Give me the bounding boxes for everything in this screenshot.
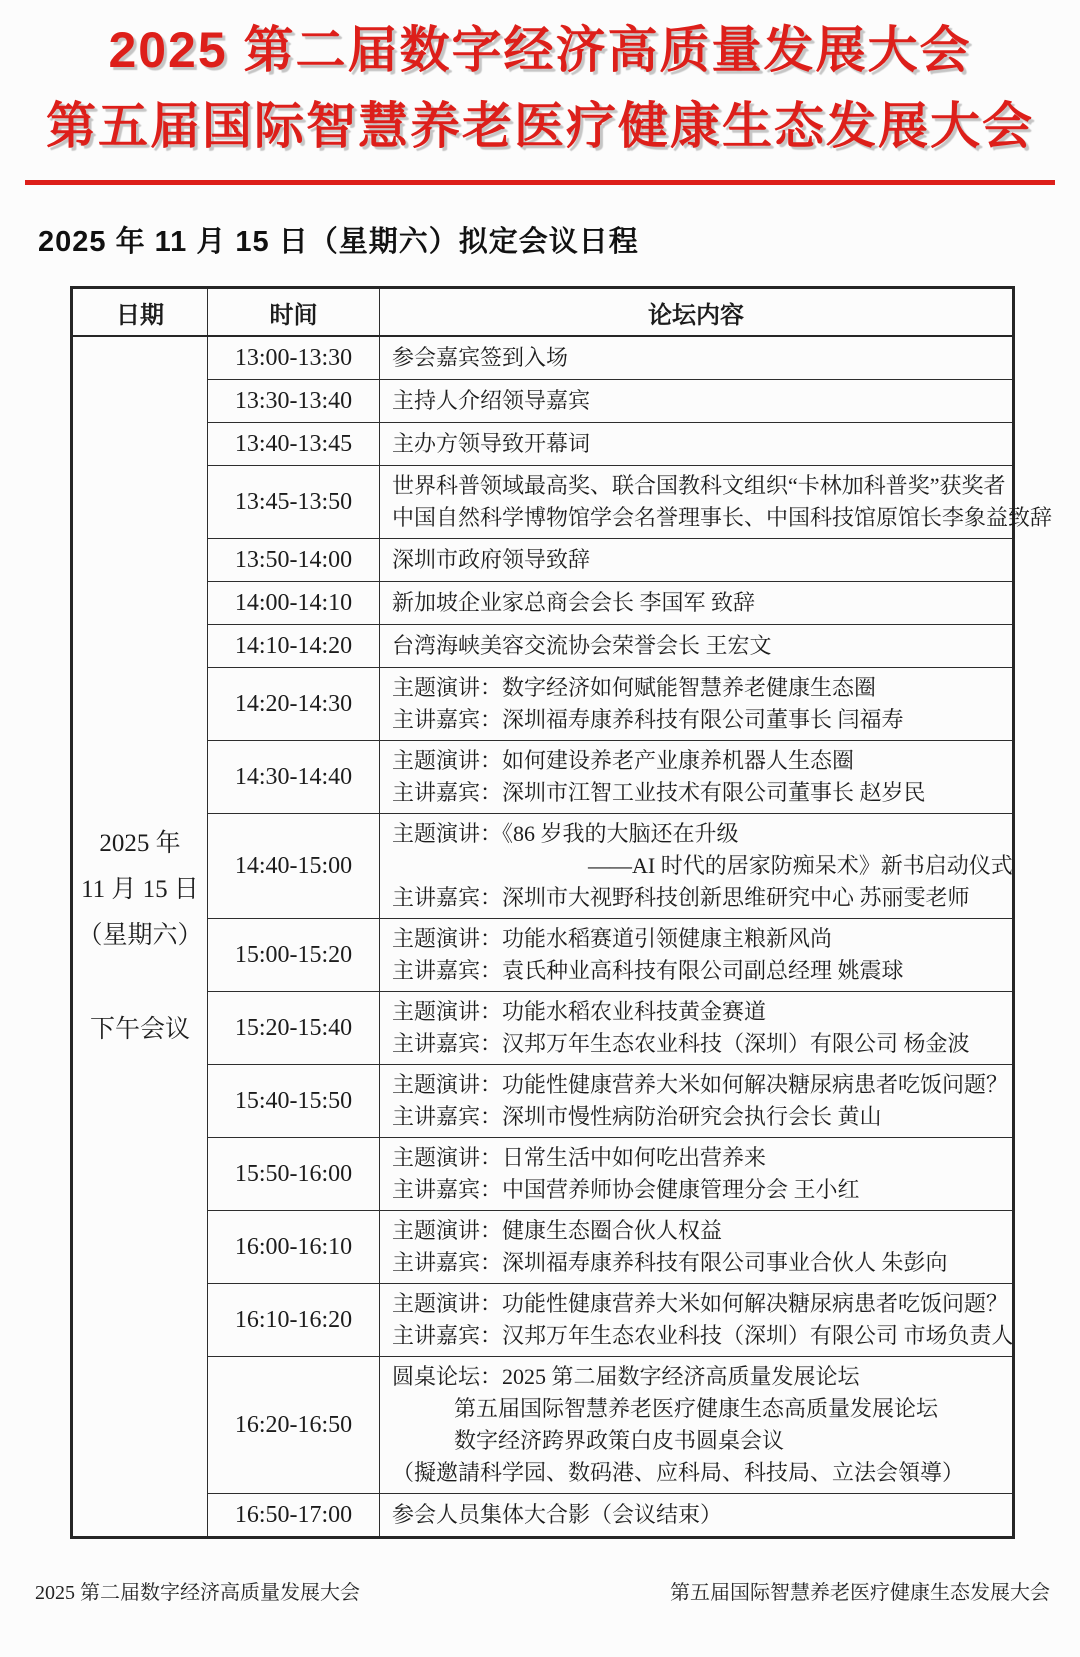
table-row [72, 814, 1014, 919]
table-row [72, 741, 1014, 814]
content-cell [380, 1284, 1014, 1357]
time-cell: 14:40-15:00 [208, 814, 380, 919]
content-line: 圆桌论坛：2025 第二届数字经济高质量发展论坛 [392, 1364, 860, 1389]
content-line: ——AI 时代的居家防痴呆术》新书启动仪式 [588, 853, 1013, 878]
table-row [72, 582, 1014, 625]
table-row [72, 423, 1014, 466]
content-line: 参会人员集体大合影（会议结束） [392, 1502, 723, 1527]
content-line: 主讲嘉宾：深圳市大视野科技创新思维研究中心 苏丽雯老师 [392, 885, 970, 910]
content-line: 主讲嘉宾：深圳福寿康养科技有限公司事业合伙人 朱彭向 [392, 1250, 948, 1275]
table-row [72, 539, 1014, 582]
content-line: 第五届国际智慧养老医疗健康生态高质量发展论坛 [454, 1396, 939, 1421]
content-line: （擬邀請科学园、数码港、应科局、科技局、立法会領導） [392, 1460, 965, 1485]
time-cell: 14:10-14:20 [208, 625, 380, 668]
content-cell [380, 336, 1014, 380]
header-cell-time: 时间 [208, 288, 380, 337]
page-title-line1: 2025 第二届数字经济高质量发展大会 [108, 22, 972, 78]
content-cell [380, 814, 1014, 919]
content-line: 主题演讲：数字经济如何赋能智慧养老健康生态圈 [392, 675, 877, 700]
header-cell-date: 日期 [72, 288, 208, 337]
content-line: 主题演讲：日常生活中如何吃出营养来 [392, 1145, 767, 1170]
agenda-body [72, 336, 1053, 1538]
content-line: 主讲嘉宾：深圳市江智工业技术有限公司董事长 赵岁民 [392, 780, 926, 805]
content-cell [380, 1065, 1014, 1138]
content-line: 主讲嘉宾：深圳福寿康养科技有限公司董事长 闫福寿 [392, 707, 904, 732]
time-cell: 16:20-16:50 [208, 1357, 380, 1494]
content-cell [380, 741, 1014, 814]
time-cell: 16:10-16:20 [208, 1284, 380, 1357]
content-cell [380, 1138, 1014, 1211]
content-line: 主题演讲：《86 岁我的大脑还在升级 [392, 821, 739, 846]
table-row [72, 1138, 1014, 1211]
time-cell: 14:00-14:10 [208, 582, 380, 625]
content-cell [380, 992, 1014, 1065]
title-underline [25, 180, 1055, 185]
content-cell [380, 466, 1053, 539]
footer-left: 2025 第二届数字经济高质量发展大会 [35, 1582, 360, 1604]
content-line: 深圳市政府领导致辞 [392, 547, 591, 572]
content-line: 主讲嘉宾：汉邦万年生态农业科技（深圳）有限公司 杨金波 [392, 1031, 970, 1056]
table-row [72, 919, 1014, 992]
content-cell [380, 582, 1014, 625]
content-cell [380, 1357, 1014, 1494]
content-cell [380, 668, 1014, 741]
table-row [72, 1211, 1014, 1284]
schedule-heading: 2025 年 11 月 15 日（星期六）拟定会议日程 [38, 226, 639, 258]
time-cell: 14:30-14:40 [208, 741, 380, 814]
content-line: 主讲嘉宾：袁氏种业高科技有限公司副总经理 姚震球 [392, 958, 904, 983]
content-line: 新加坡企业家总商会会长 李国军 致辞 [392, 590, 756, 615]
content-line: 主办方领导致开幕词 [392, 431, 591, 456]
table-row [72, 1494, 1014, 1538]
table-row [72, 1284, 1014, 1357]
content-line: 主题演讲：功能水稻赛道引领健康主粮新风尚 [392, 926, 833, 951]
time-cell: 13:30-13:40 [208, 380, 380, 423]
session-label: 下午会议 [89, 1015, 190, 1043]
agenda-table [70, 286, 1053, 1539]
content-line: 主题演讲：功能性健康营养大米如何解决糖尿病患者吃饭问题？ [392, 1072, 1009, 1097]
content-line: 台湾海峡美容交流协会荣誉会长 王宏文 [392, 633, 772, 658]
table-row [72, 1357, 1014, 1494]
content-line: 数字经济跨界政策白皮书圆桌会议 [454, 1428, 785, 1453]
table-row [72, 466, 1014, 539]
table-row [72, 1065, 1014, 1138]
content-line: 主题演讲：健康生态圈合伙人权益 [392, 1218, 723, 1243]
time-cell: 15:40-15:50 [208, 1065, 380, 1138]
content-line: 主讲嘉宾：深圳市慢性病防治研究会执行会长 黄山 [392, 1104, 882, 1129]
content-cell [380, 625, 1014, 668]
content-cell [380, 1494, 1014, 1538]
content-line: 参会嘉宾签到入场 [392, 345, 569, 370]
content-line: 主持人介绍领导嘉宾 [392, 388, 591, 413]
content-line: 主题演讲：如何建设养老产业康养机器人生态圈 [392, 748, 855, 773]
content-cell [380, 423, 1014, 466]
date-cell [72, 336, 208, 1538]
content-cell [380, 919, 1014, 992]
content-cell [380, 539, 1014, 582]
page-footer [35, 1576, 1050, 1605]
table-row [72, 625, 1014, 668]
time-cell: 15:50-16:00 [208, 1138, 380, 1211]
date-line: （星期六） [77, 921, 203, 949]
title-block [0, 0, 1080, 164]
date-line: 11 月 15 日 [81, 875, 199, 903]
content-line: 主题演讲：功能水稻农业科技黄金赛道 [392, 999, 767, 1024]
table-row [72, 668, 1014, 741]
time-cell: 16:00-16:10 [208, 1211, 380, 1284]
footer-right: 第五届国际智慧养老医疗健康生态发展大会 [670, 1582, 1050, 1604]
content-line: 中国自然科学博物馆学会名誉理事长、中国科技馆原馆长李象益致辞 [392, 505, 1053, 530]
table-header-row [72, 288, 1014, 337]
content-cell [380, 380, 1014, 423]
content-cell [380, 1211, 1014, 1284]
time-cell: 15:00-15:20 [208, 919, 380, 992]
table-row [72, 336, 1014, 380]
content-line: 主讲嘉宾：汉邦万年生态农业科技（深圳）有限公司 市场负责人 [392, 1323, 1014, 1348]
time-cell: 13:40-13:45 [208, 423, 380, 466]
content-line: 主讲嘉宾：中国营养师协会健康管理分会 王小红 [392, 1177, 860, 1202]
time-cell: 13:00-13:30 [208, 336, 380, 380]
time-cell: 14:20-14:30 [208, 668, 380, 741]
content-line: 世界科普领域最高奖、联合国教科文组织“卡林加科普奖”获奖者 [392, 473, 1006, 498]
content-line: 主题演讲：功能性健康营养大米如何解决糖尿病患者吃饭问题？ [392, 1291, 1009, 1316]
time-cell: 13:45-13:50 [208, 466, 380, 539]
table-row [72, 992, 1014, 1065]
page-title-line2: 第五届国际智慧养老医疗健康生态发展大会 [46, 98, 1034, 154]
time-cell: 16:50-17:00 [208, 1494, 380, 1538]
time-cell: 13:50-14:00 [208, 539, 380, 582]
table-row [72, 380, 1014, 423]
header-cell-content: 论坛内容 [380, 288, 1014, 337]
date-line: 2025 年 [99, 829, 181, 857]
time-cell: 15:20-15:40 [208, 992, 380, 1065]
